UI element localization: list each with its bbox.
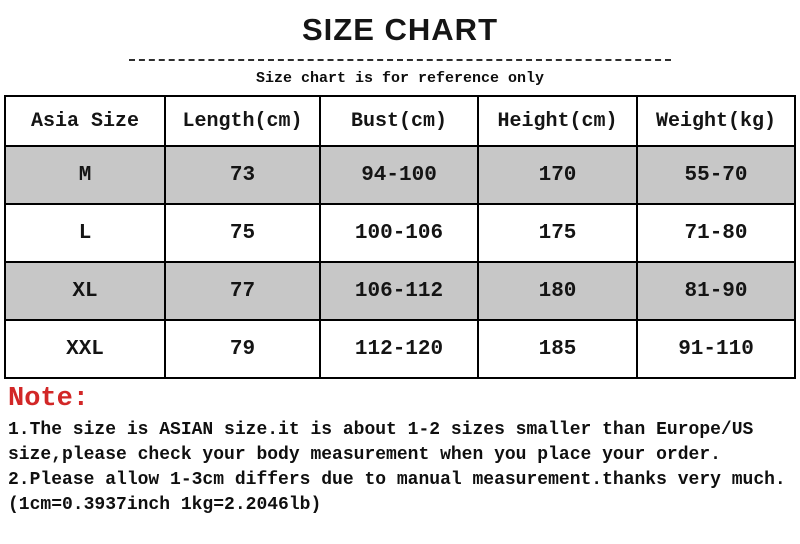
column-header-height: Height(cm) [478, 96, 637, 146]
table-cell: 100-106 [320, 204, 478, 262]
table-cell: 71-80 [637, 204, 795, 262]
table-row-m [5, 146, 795, 204]
column-header-bust: Bust(cm) [320, 96, 478, 146]
table-cell: 91-110 [637, 320, 795, 378]
table-cell: 170 [478, 146, 637, 204]
table-cell: 106-112 [320, 262, 478, 320]
subtitle: Size chart is for reference only [255, 70, 545, 87]
column-header-asia-size: Asia Size [5, 96, 165, 146]
table-cell: 79 [165, 320, 320, 378]
table-cell: 185 [478, 320, 637, 378]
table-cell: 73 [165, 146, 320, 204]
notes-section [8, 384, 794, 518]
table-cell: 55-70 [637, 146, 795, 204]
table-cell: 175 [478, 204, 637, 262]
table-cell: L [5, 204, 165, 262]
note-item-2: 2.Please allow 1-3cm differs due to manual measurement.thanks very much.(1cm=0.3937inch 1kg=2.2046lb) [8, 470, 786, 515]
note-heading: Note: [8, 384, 90, 414]
table-cell: M [5, 146, 165, 204]
size-table [4, 95, 796, 379]
table-cell: XXL [5, 320, 165, 378]
table-cell: XL [5, 262, 165, 320]
note-item-1: 1.The size is ASIAN size.it is about 1-2 sizes smaller than Europe/US size,please check your body measurement when you place your order. [8, 420, 754, 465]
dashed-divider [129, 59, 671, 61]
table-cell: 75 [165, 204, 320, 262]
table-cell: 180 [478, 262, 637, 320]
table-row-xxl [5, 320, 795, 378]
table-cell: 77 [165, 262, 320, 320]
column-header-length: Length(cm) [165, 96, 320, 146]
table-cell: 94-100 [320, 146, 478, 204]
page-title: SIZE CHART [302, 12, 498, 47]
table-row-l [5, 204, 795, 262]
table-cell: 112-120 [320, 320, 478, 378]
column-header-weight: Weight(kg) [637, 96, 795, 146]
table-cell: 81-90 [637, 262, 795, 320]
table-header-row [5, 96, 795, 146]
table-row-xl [5, 262, 795, 320]
